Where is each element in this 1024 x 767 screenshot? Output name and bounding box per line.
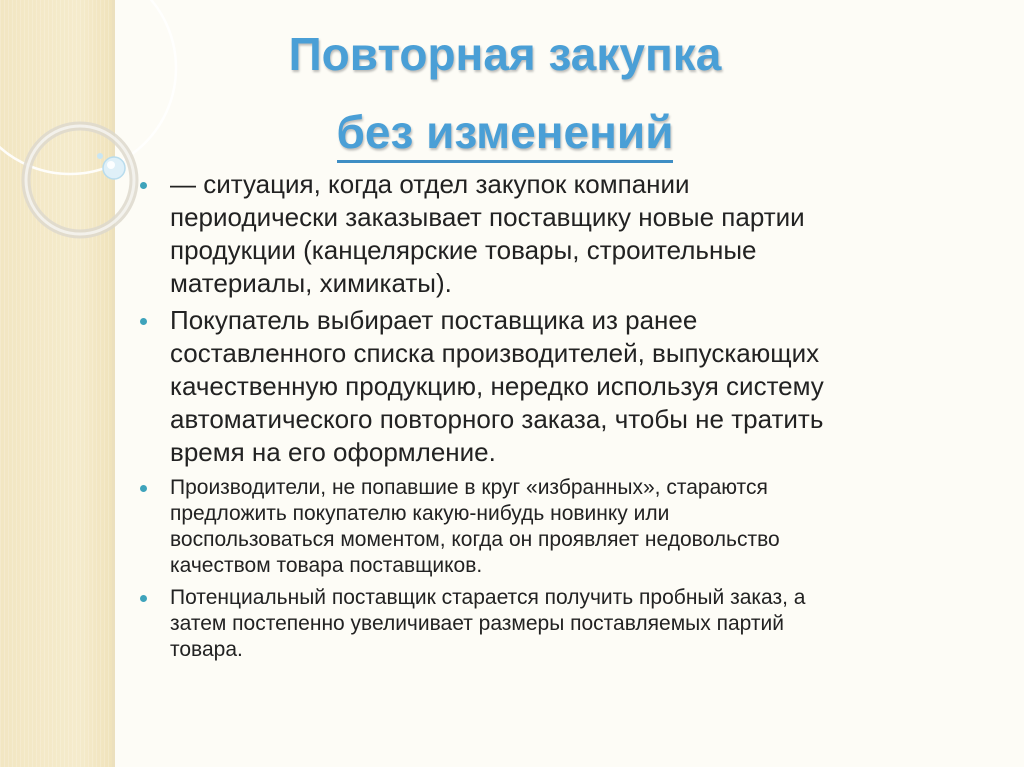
slide-title-line1: Повторная закупка [288,28,722,80]
bullet-item [140,585,1000,663]
slide-title-line2-text: без изменений [337,106,674,163]
bullet-dot-icon [140,182,147,189]
small-ring-highlight [26,126,134,234]
large-ring [0,0,176,174]
bullet-text: Потенциальный поставщик старается получить пробный заказ, а затем постепенно увеличивает размеры поставляемых партий товара. [170,586,806,661]
bullet-text: — ситуация, когда отдел закупок компании периодически заказывает поставщику новые партии продукции (канцелярские товары, строительные материалы, химикаты). [170,169,805,298]
slide-title-line2 [200,102,810,162]
bullet-text: Производители, не попавшие в круг «избранных», стараются предложить покупателю какую-нибудь новинку или воспользоваться моментом, когда он проявляет недовольство качеством товара поставщиков. [170,476,780,577]
bullet-text: Покупатель выбирает поставщика из ранее составленного списка производителей, выпускающих качественную продукцию, нередко используя систему автоматического повторного заказа, чтобы не тратить время на его оформление. [170,305,824,467]
bullet-dot-icon [140,318,147,325]
bullet-item [140,168,1000,300]
bullet-item [140,475,1000,579]
bullet-dot-icon [140,485,147,492]
bullet-list [140,168,1000,669]
bullet-dot-icon [140,595,147,602]
accent-dot-small [97,153,103,159]
accent-dot-shine [107,161,115,169]
bullet-item [140,304,1000,469]
accent-dot [103,157,125,179]
